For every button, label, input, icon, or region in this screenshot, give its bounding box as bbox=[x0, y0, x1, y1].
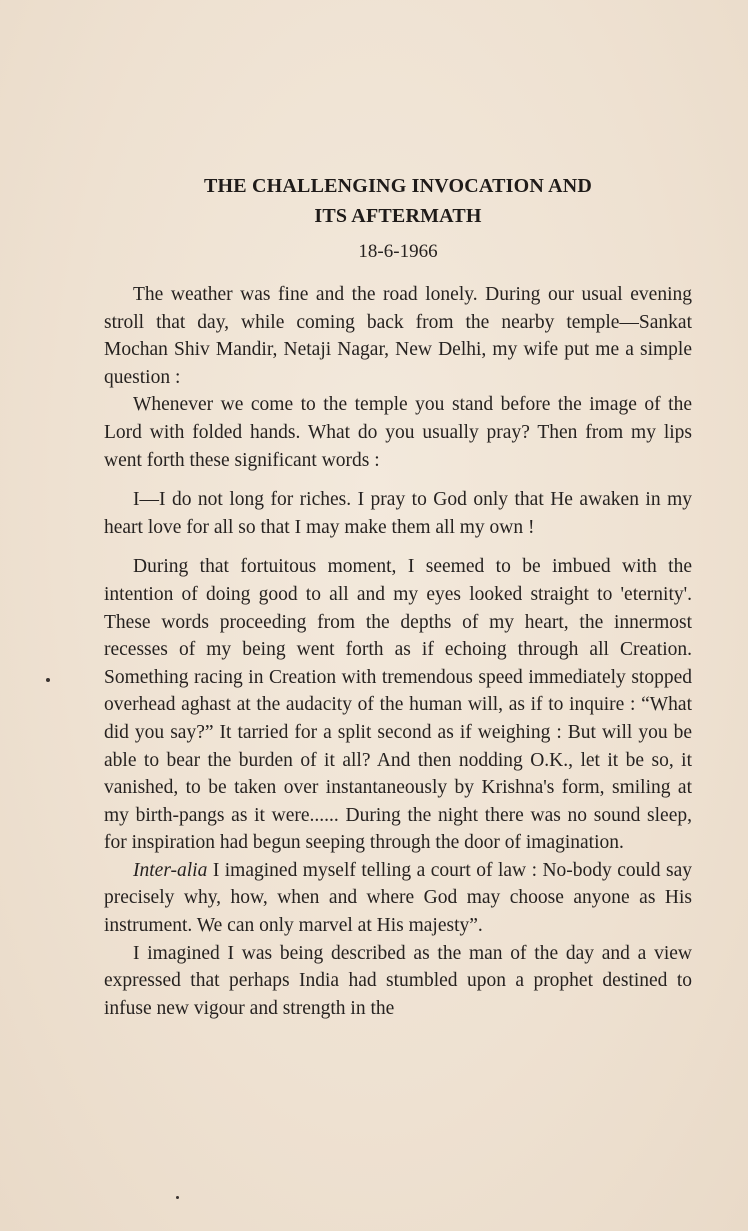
paragraph-5-text: I imagined myself telling a court of law : No-body could say precisely why, how, when and where God may choose anyone as His instrument. We can only marvel at His majesty”. bbox=[104, 859, 693, 937]
paragraph-4: During that fortuitous moment, I seemed to be imbued with the intention of doing good to all and my eyes looked straight to 'eternity'. These words proceeding from the depths of my heart, the innermost recesses of my being went forth as if echoing through all Creation. Something racing in Creation with tremendous speed immediately stopped overhead aghast at the audacity of the human will, as if to inquire : “What did you say?” It tarried for a split second as if weighing : But will you be able to bear the burden of it all? And then nodding O.K., let it be so, it vanished, to be taken over instantaneously by Krishna's form, smiling at my birth-pangs as it were...... During the night there was no sound sleep, for inspiration had begun seeping through the door of imagination. bbox=[104, 556, 692, 854]
chapter-title-line-2: ITS AFTERMATH bbox=[314, 205, 482, 227]
entry-date: 18-6-1966 bbox=[358, 241, 438, 262]
paper-speck bbox=[46, 678, 50, 682]
chapter-title-line-1: THE CHALLENGING INVOCATION AND bbox=[203, 175, 593, 197]
paragraph-1: The weather was fine and the road lonely. During our usual evening stroll that day, while coming back from the nearby temple—Sankat Mochan Shiv Mandir, Netaji Nagar, New Delhi, my wife put me a simple question : bbox=[104, 284, 692, 388]
paragraph-6: I imagined I was being described as the man of the day and a view expressed that perhaps India had stumbled upon a prophet destined to infuse new vigour and strength in the bbox=[104, 942, 692, 1019]
paragraph-5 bbox=[104, 857, 692, 940]
chapter-title bbox=[104, 171, 692, 231]
paragraph-5-italic-lead: Inter-alia bbox=[133, 859, 208, 881]
paper-speck bbox=[176, 1196, 179, 1199]
paragraph-3: I—I do not long for riches. I pray to God only that He awaken in my heart love for all so that I may make them all my own ! bbox=[104, 489, 692, 538]
paragraph-2: Whenever we come to the temple you stand before the image of the Lord with folded hands. What do you usually pray? Then from my lips went forth these significant words : bbox=[104, 394, 692, 471]
